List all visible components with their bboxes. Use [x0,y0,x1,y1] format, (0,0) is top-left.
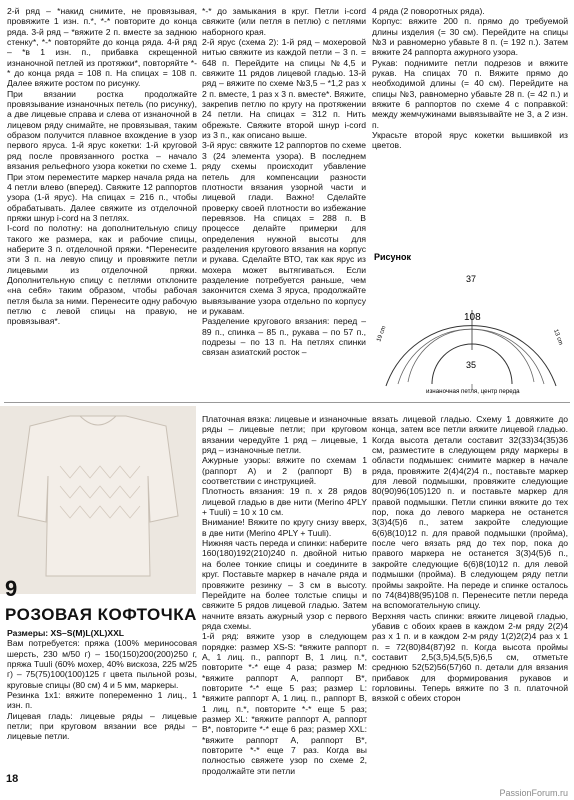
materials: Вам потребуется: пряжа (100% мериносовая шерсть, 230 м/50 г) – 150(150)200(200)250 г, пряжа Tuuli (60% мохер, 40% вискоза, 225 м/25 г) – 75(75)100(100)125 г цвета пыльной розы, круговые спицы (80 см) 4 и 5 мм, маркеры. [7,638,197,690]
diagram-number-middle: 108 [464,312,481,323]
section-divider [4,402,570,403]
paragraph: вязать лицевой гладью. Схему 1 довяжите до конца, затем все петли вяжите лицевой гладью. Когда высота детали составит 32(33)34(35)36 см, разместите в следующем ряду маркеры в области подмышек: снимите маркер в начале ряда, провяжите 2(4)4(2)4 п., поставьте маркер для левой подмышки, провяжите следующие 80(90)96(105)120 п. и поставьте маркер для правой подмышки. Петли спинки вяжите до тех пор, пока до левого маркера не останется 3(3)4(5)6 п., затем закройте следующие 6(6)8(10)12 п. для правой подмышки (пройма), после чего вязать ряд до тех пор, пока до правого маркера не останется 3(3)4(5)6 п., закройте следующие 6(6)8(10)12 п. для левой подмышки (пройма). В следующем ряду петли проймы закройте. На переде и спинке осталось по 74(84)88(95)108 п. Перенесите петли переда на вспомогательную спицу. [372,414,568,611]
column-1-top [7,6,197,327]
diagram-label: Рисунок [374,252,411,262]
paragraph: *-* до замыкания в круг. Петли i-cord свяжите (или петля в петлю) с петлями наборного края. [202,6,366,37]
section-title: РОЗОВАЯ КОФТОЧКА [5,605,197,624]
column-3-bottom [372,414,568,704]
middle-arc [398,329,544,384]
paragraph: Нижняя часть переда и спинки: наберите 160(180)192(210)240 п. двойной нитью на более тонкие спицы и соедините в круг. Поставьте маркер в начале ряда и провяжите резинку – 3 см в высоту. Перейдите на более толстые спицы и свяжите 5 рядов лицевой гладью. Затем начните вязать ажурный узор с первого ряда схемы. [202,538,367,631]
column-2-bottom [202,414,367,776]
paragraph: Ажурные узоры: вяжите по схемам 1 (раппорт A) и 2 (раппорт B) в соответствии с инструкцией. [202,455,367,487]
diagram-side-label-left: 19 cm [376,325,388,343]
diagram-number-top: 37 [466,274,477,284]
stockinette: Лицевая гладь: лицевые ряды – лицевые петли; при круговом вязании все ряды – лицевые петли. [7,710,197,742]
paragraph: Разделение кругового вязания: перед – 89 п., спинка – 85 п., рукава – по 57 п., подрезы – по 13 п. На петлях спинки связан азиатский росток – [202,316,366,358]
diagram-side-label-right: 13 cm [552,328,564,347]
sweater-photo [0,406,196,594]
yoke-diagram [372,250,568,400]
page-number: 18 [6,773,19,785]
paragraph: 3-й ярус: свяжите 12 раппортов по схеме 3 (24 элемента узора). В последнем ряду схемы происходит убавление петель для компенсации разности плотности вязания узорной части и лицевой глади. Важно! Сделайте проверку своей плотности во избежание перевязов. На спицах = 288 п. В процессе делайте примерки для определения нужной высоты для разделения кругового вязания на корпус и рукава. Сделайте ВТО, так как ярус из мохера может вытягиваться. Если разделение потребуется раньше, чем закончится схема 3 яруса, продолжайте вывязывание узора отдельно по корпусу и рукавам. [202,140,366,316]
paragraph: Платочная вязка: лицевые и изнаночные ряды – лицевые петли; при круговом вязании чередуйте 1 ряд – лицевые, 1 ряд – изнаночные петли. [202,414,367,456]
section-number: 9 [5,576,18,601]
paragraph: Рукав: поднимите петли подрезов и вяжите рукав. На спицах 70 п. Вяжите прямо до необходимой длины (= 40 см). Перейдите на спицы №3, равномерно убавьте 28 п. (= 42 п.) и вяжите 6 раппортов по схеме 4 с поправкой: между жемчужинами вывязывайте не 3, а 2 изн. п. [372,57,568,130]
sizes: Размеры: XS–S(M)L(XL)XXL [7,628,125,638]
paragraph: I-cord по полотну: на дополнительную спицу такого же размера, как и рабочие спицы, наберите 3 п. отделочной пряжи. *Перенесите эти 3 п. на левую спицу и провяжите петли лицевыми из отделочной пряжи. Дополнительную спицу с петлями отклоните «на себя» таким образом, чтобы рабочая петля была за ними. Перенесите одну рабочую петлю с левой спицы на правую, не провязывая*. [7,223,197,327]
outer-arc [386,326,556,386]
paragraph: Плотность вязания: 19 п. x 28 рядов лицевой гладью в две нити (Merino 4PLY + Tuuli) = 10 x 10 см. [202,486,367,518]
column-2-top [202,6,366,358]
paragraph: 2-й ряд – *накид снимите, не провязывая, провяжите 1 изн. п.*, *-* повторите до конца ряда. 3-й ряд – *вяжите 2 п. вместе за заднюю стенку*, *-* повторяйте до конца ряда. 4-й ряд – *в 1 изн. п., прибавка скрещенной изнаночной петлей из протяжки*, повторяйте *-* до конца ряда = 108 п. На спицах = 108 п. Далее вяжите ростом по рисунку. [7,6,197,89]
column-1-bottom [7,628,197,742]
paragraph: 2-й ярус (схема 2): 1-й ряд – мохеровой нитью свяжите из каждой петли – 3 п. = 648 п. Перейдите на спицы №4,5 и свяжите 11 рядов лицевой гладью. 13-й ряд – вяжите по схеме №3,5 – *1,2 раз x 2 п. вместе, 1 раз x 3 п. вместе*. Вяжите, закрепив петлю по кругу на протяжении 24 петли. На спицах = 312 п. Нить обрежьте. Свяжите второй шнур i-cord из 3 п., как описано выше. [202,37,366,141]
paragraph: 1-й ряд: вяжите узор в следующем порядке: размер XS-S: *вяжите раппорт A, 1 лиц. п., раппорт B, 1 лиц. п.*, повторите *-* еще 4 раза; размер M: *вяжите раппорт A, раппорт B*, повторите *-* еще 5 раз; размер L: *вяжите раппорт A, 1 лиц. п., раппорт B, 1 лиц. п.*, повторите *-* еще 5 раз; размер XL: *вяжите раппорт A, раппорт B*, повторите *-* еще 6 раз; размер XXL: *вяжите раппорт A, раппорт B*, повторите *-* еще 7 раз. Когда вы полностью свяжете узор по схеме 2, продолжайте эти петли [202,631,367,776]
diagram-caption: изнаночная петля, центр переда [426,388,520,395]
rib-stitch: Резинка 1x1: вяжите попеременно 1 лиц., 1 изн. п. [7,690,197,711]
yoke-diagram-svg [372,250,568,400]
paragraph: При вязании ростка продолжайте провязывание изнаночных петель (по рисунку), а две лицевые справа и слева от изнаночной в лицевом ряду снимайте, не провязывая, таким образом получится плавное вхождение в узор первого яруса. 1-й ярус кокетки: 1-й круговой ряд после провязанного ростка – начало вязания рельефного узора кокетки по схеме 1. При этом переместите маркер начала ряда на 4 петли влево (вперед). Свяжите 12 раппортов узора (1-й ярус). На спицах = 216 п., чтобы обрабатывать. Далее свяжите из отделочной пряжи шнур i-cord на 3 петлях. [7,88,197,223]
paragraph: Верхняя часть спинки: вяжите лицевой гладью, убавив с обоих краев в каждом 2-м ряду 2(2)4 раз x 1 п. и в каждом 2-м ряду 1(2)2(2)4 раз x 1 п. = 72(80)84(87)92 п. Когда высота проймы составит 2,5(3,5)4,5(5,5)6,5 см, отметьте среднюю 52(52)56(57)60 п. детали для вязания прибавок для формирования рукавов и горловины. Теперь вяжите по 3 п. платочной вязкой с обеих сторон [372,610,568,704]
column-3-top [372,6,568,151]
paragraph: Корпус: вяжите 200 п. прямо до требуемой длины изделия (= 30 см). Перейдите на спицы №3 и равномерно убавьте 8 п. (= 192 п.). Затем вяжите 24 раппорта ажурного узора. [372,16,568,58]
sweater-photo-illustration [0,406,196,594]
diagram-number-bottom: 35 [466,360,477,370]
paragraph: Украсьте второй ярус кокетки вышивкой из цветов. [372,130,568,151]
watermark: PassionForum.ru [499,788,568,798]
paragraph: 4 ряда (2 поворотных ряда). [372,6,485,16]
paragraph: Внимание! Вяжите по кругу снизу вверх, в две нити (Merino 4PLY + Tuuli). [202,517,367,538]
